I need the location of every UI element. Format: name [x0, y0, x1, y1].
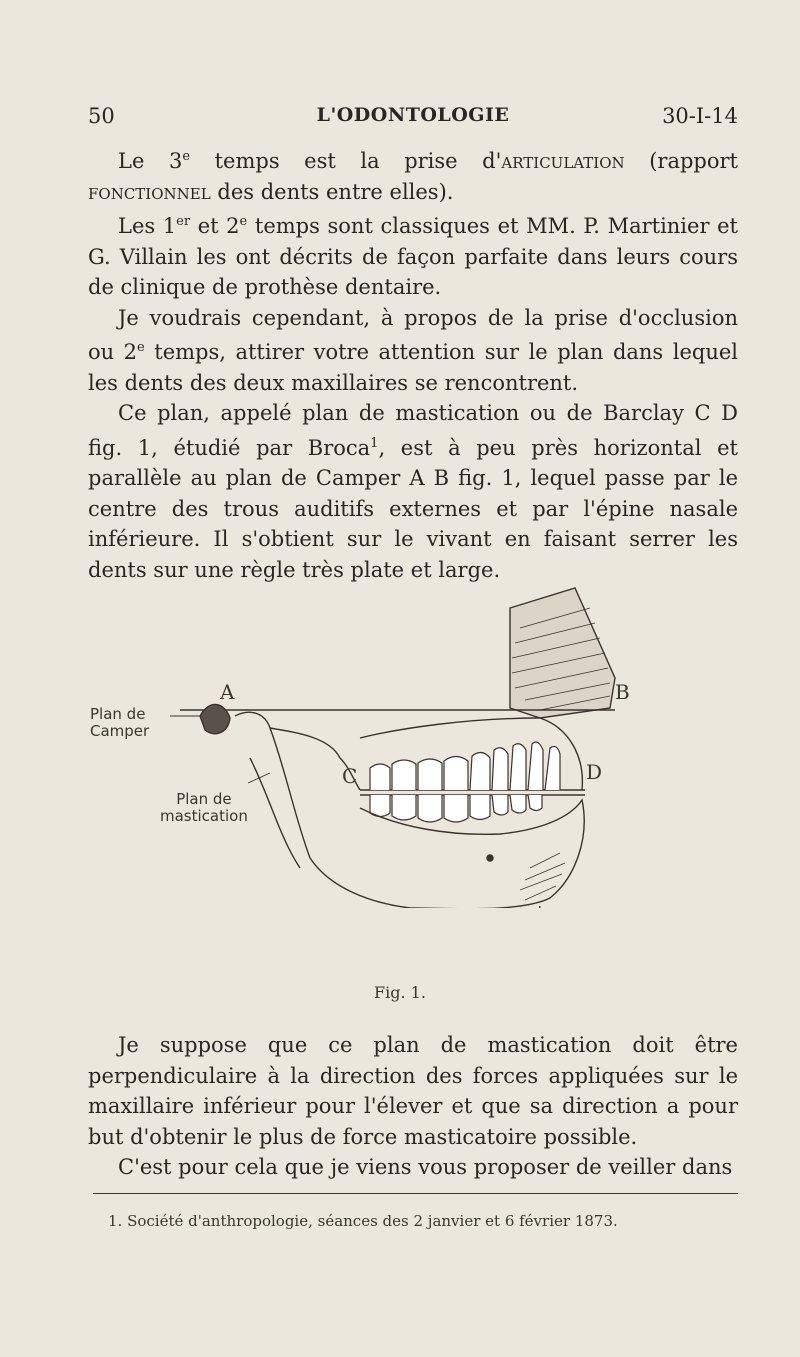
label-plan-mastication: Plan de mastication [160, 790, 248, 825]
body-text-top [88, 142, 738, 585]
figure-caption: Fig. 1. [374, 983, 426, 1002]
jaw-illustration [70, 568, 670, 908]
point-d: D [586, 760, 603, 784]
journal-title: L'ODONTOLOGIE [316, 104, 510, 126]
point-a: A [220, 680, 235, 704]
paragraph: Ce plan, appelé plan de mastication ou de Barclay C D fig. 1, étudié par Broca$^1$, est à peu près horizontal et parallèle au plan de Camper A B fig. 1, lequel passe par le centre des trous auditifs externes et par l'épine nasale inférieure. Il s'obtient sur le vivant en faisant serrer les dents sur une règle très plate et large. [88, 401, 738, 582]
paragraph: Je suppose que ce plan de mastication doit être perpendiculaire à la direction des forces appliquées sur le maxillaire inférieur pour l'élever et que sa direction a pour but d'obtenir le plus de force masticatoire possible. [88, 1033, 738, 1149]
footnote: 1. Société d'anthropologie, séances des 2 janvier et 6 février 1873. [108, 1212, 618, 1230]
page-number: 50 [88, 104, 115, 128]
label-plan-camper: Plan de Camper [90, 705, 150, 740]
body-text-bottom [88, 1030, 738, 1183]
paragraph: Le 3e temps est la prise d'articulation (rapport fonctionnel des dents entre elles). [88, 149, 738, 204]
paragraph: Je voudrais cependant, à propos de la prise d'occlusion ou 2e temps, attirer votre attention sur le plan dans lequel les dents des deux maxillaires se rencontrent. [88, 305, 738, 395]
footnote-rule [93, 1193, 738, 1194]
jaw-figure [70, 568, 670, 908]
paragraph: C'est pour cela que je viens vous proposer de veiller dans [118, 1155, 733, 1179]
point-b: B [615, 680, 630, 704]
running-header [88, 104, 738, 134]
issue-date: 30-I-14 [662, 104, 738, 128]
point-c: C [342, 764, 358, 788]
paragraph: Les 1er et 2e temps sont classiques et MM. P. Martinier et G. Villain les ont décrits de façon parfaite dans leurs cours de clinique de prothèse dentaire. [88, 214, 738, 299]
